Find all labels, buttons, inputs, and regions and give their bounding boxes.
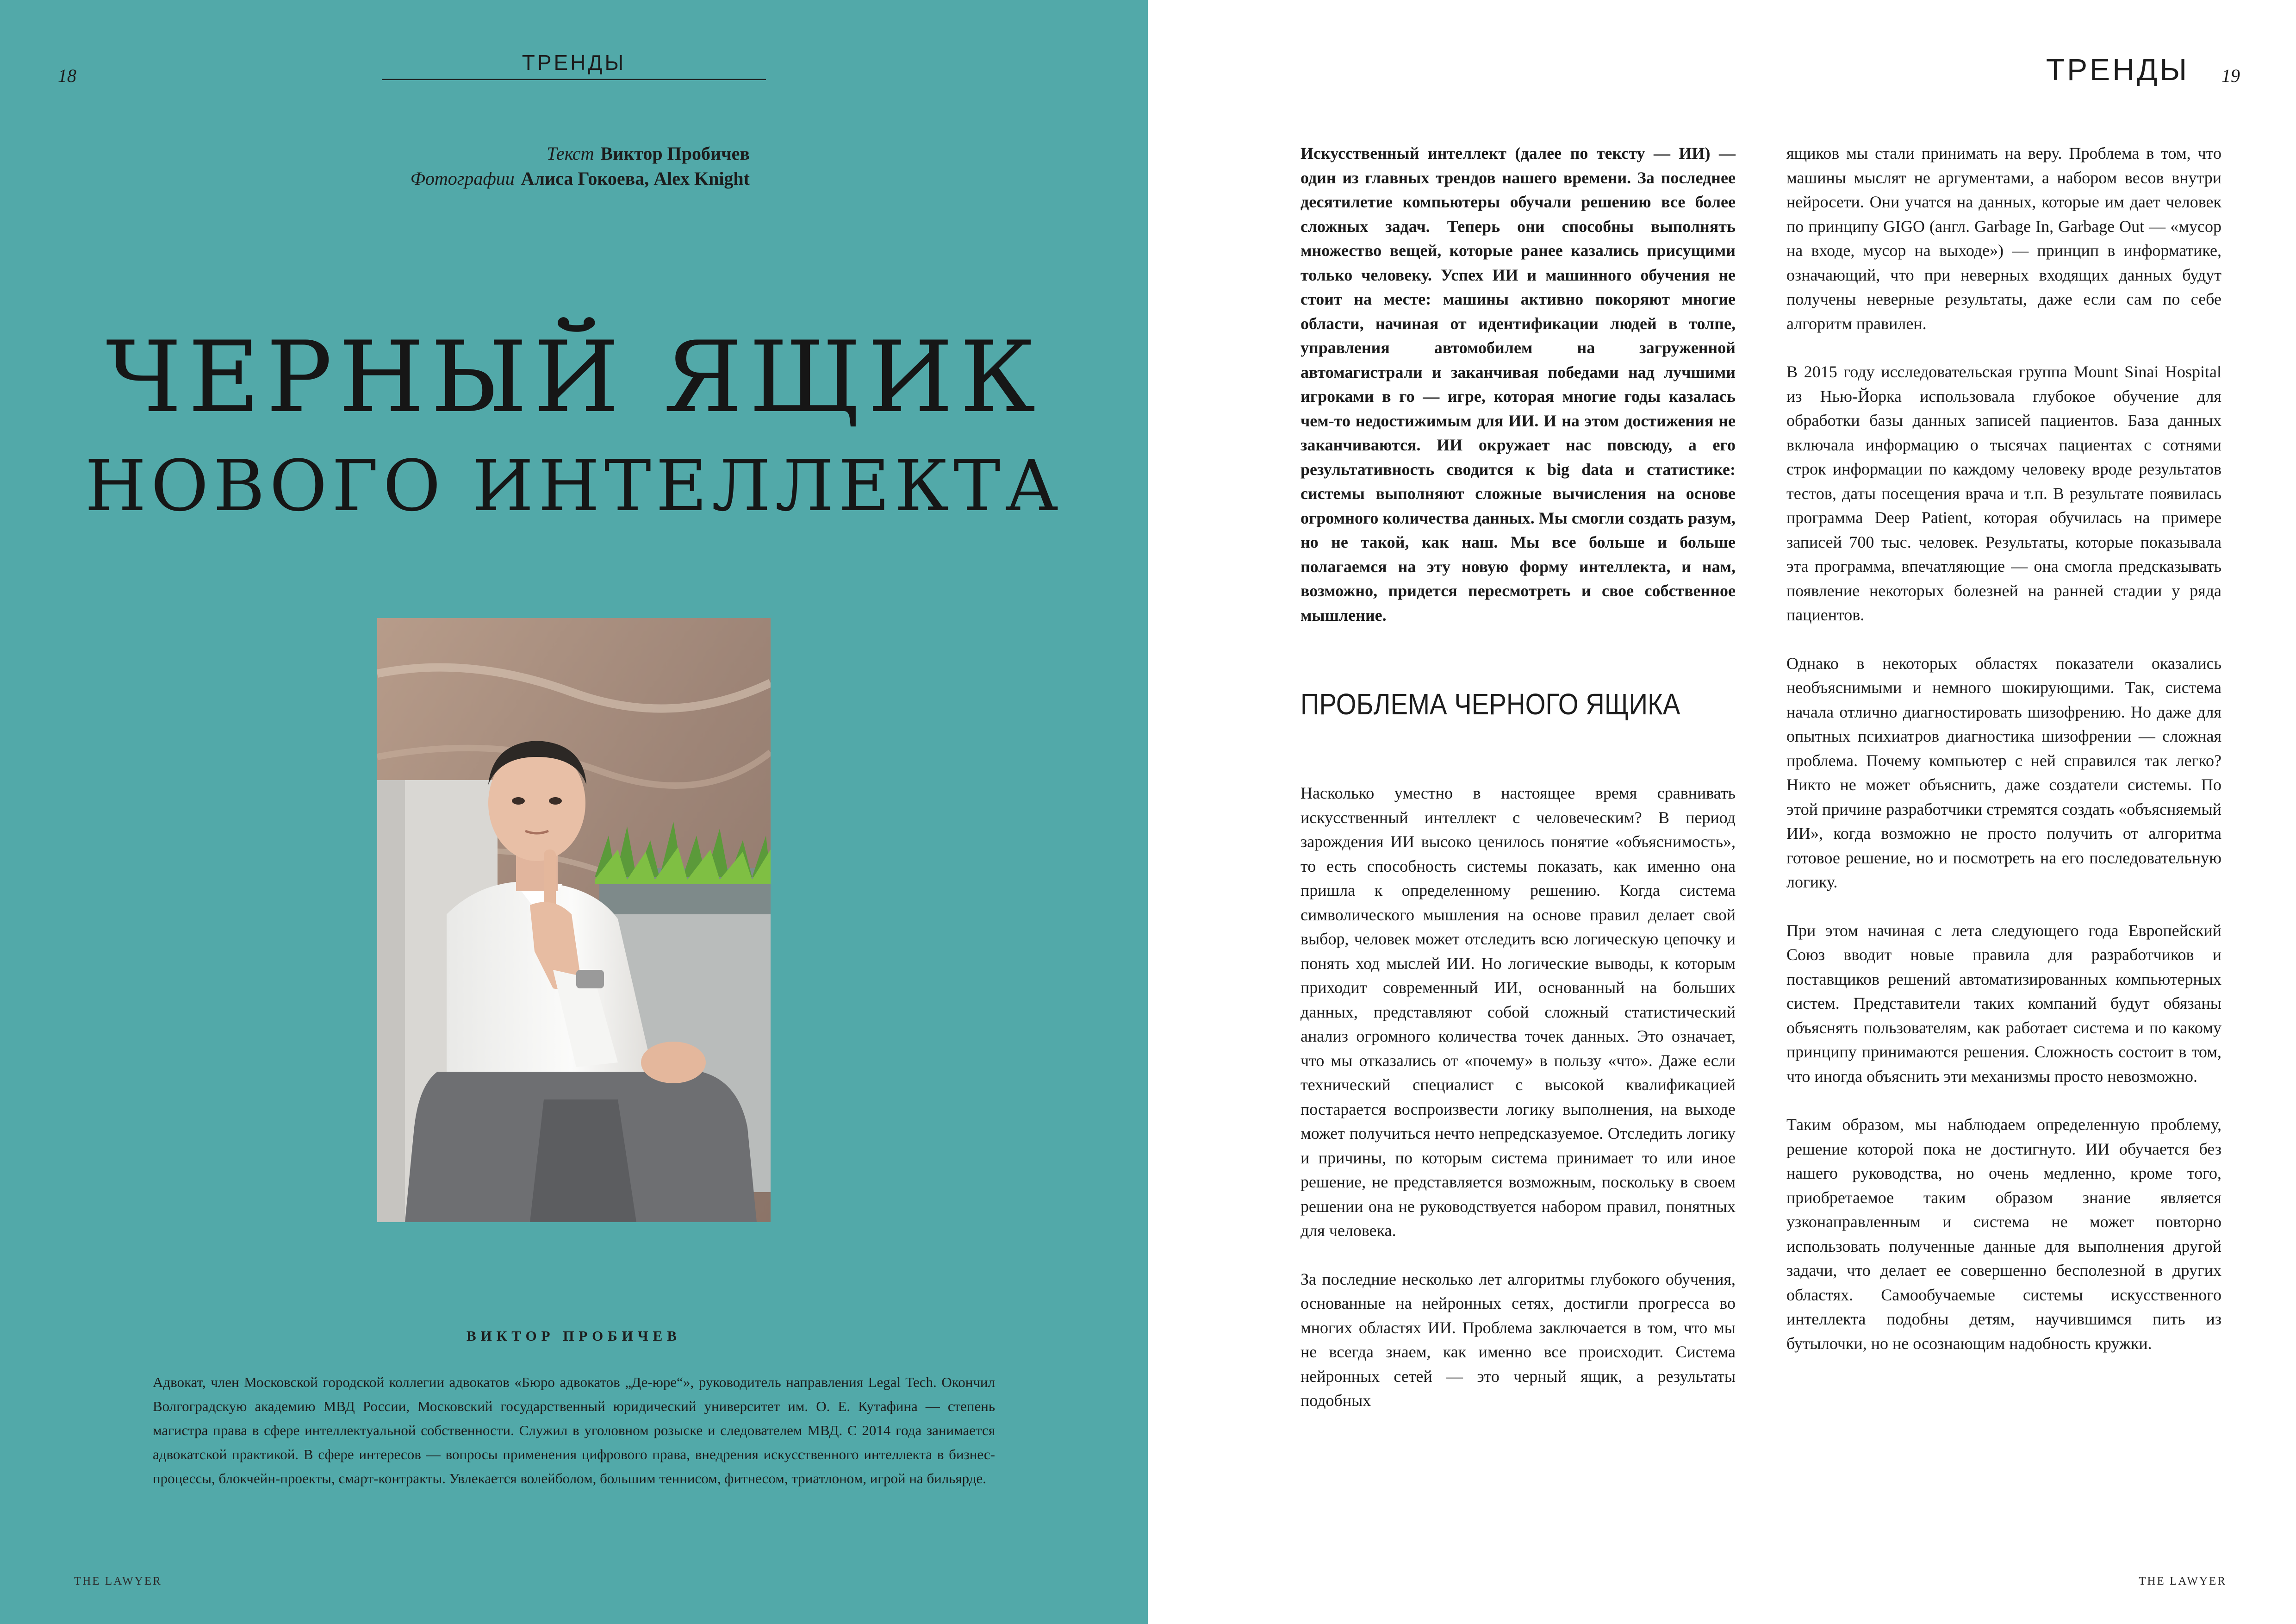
credit-value: Виктор Пробичев: [600, 143, 750, 164]
article-paragraph: ящиков мы стали принимать на веру. Проблема в том, что машины мыслят не аргументами, а набором весов внутри нейросети. Они учатся на данных, которые им дает человек по принципу GIGO (англ. Garbage In, Garbage Out — «мусор на входе, мусор на выходе») — принцип в информатике, означающий, что при неверных входящих данных будут получены неверные результаты, даже если сам по себе алгоритм правилен.: [1786, 144, 2221, 333]
article-paragraph: Насколько уместно в настоящее время сравнивать искусственный интеллект с человеческим? В период зарождения ИИ высоко ценилось понятие «объяснимость», то есть способность системы показать, как именно она пришла к определенному решению. Когда система символического мышления на основе правил делает свой выбор, человек может отследить всю логическую цепочку и понять ход мыслей ИИ. Но логические выводы, к которым приходит современный ИИ, основанный на больших данных, представляют собой сложный статистический анализ огромного количества точек данных. Это означает, что мы отказались от «почему» в пользу «что». Даже если технический специалист с высокой квалификацией постарается воспроизвести логику выполнения, на выходе может получиться нечто непредсказуемое. Отследить логику и причины, по которым система принимает то или иное решение, не представляется возможным, поскольку в своем решении она не руководствуется набором правил, понятных для человека.: [1300, 784, 1736, 1240]
footer-magazine-left: THE LAWYER: [74, 1575, 162, 1587]
credit-value: Алиса Гокоева, Alex Knight: [521, 168, 750, 189]
article-column-1: [1300, 141, 1736, 1437]
article-paragraph: Таким образом, мы наблюдаем определенную проблему, решение которой пока не достигнуто. ИИ обучается без нашего руководства, но очень медленно, кроме того, приобретаемое таким образом знание является узконаправленным и система не может повторно использовать полученные данные для выполнения другой задачи, что делает ее совершенно бесполезной в других областях. Самообучаемые системы искусственного интеллекта подобны детям, научившимся пить из бутылочки, но не осознающим надобность кружки.: [1786, 1115, 2221, 1353]
article-paragraph: За последние несколько лет алгоритмы глубокого обучения, основанные на нейронных сетях, достигли прогресса во многих областях ИИ. Проблема заключается в том, что мы не всегда знаем, как именно все происходит. Система нейронных сетей — это черный ящик, а результаты подобных: [1300, 1269, 1736, 1410]
article-column-2: [1786, 141, 2221, 1380]
article-paragraph: При этом начиная с лета следующего года Европейский Союз вводит новые правила для разработчиков и поставщиков решений автоматизированных компьютерных систем. Представители таких компаний будут обязаны объяснять пользователям, как работает система и по какому принципу принимаются решения. Сложность состоит в том, что иногда объяснить эти механизмы просто невозможно.: [1786, 921, 2221, 1086]
headline-line-1: ЧЕРНЫЙ ЯЩИК: [106, 320, 1042, 434]
article-paragraph: Однако в некоторых областях показатели оказались необъяснимыми и немного шокирующими. Так, система начала отлично диагностировать шизофрению. Но даже для опытных психиатров диагностика шизофрении — сложная проблема. Почему компьютер с ней справился так легко? Никто не может объяснить, даже создатели системы. По этой причине разработчики стремятся создать «объясняемый ИИ», когда возможно не просто получить от алгоритма готовое решение, но и посмотреть на его последовательную логику.: [1786, 654, 2221, 891]
section-label-left: ТРЕНДЫ: [522, 50, 626, 75]
article-lead: Искусственный интеллект (далее по тексту — ИИ) — один из главных трендов нашего времени. За последнее десятилетие компьютеры обучали решению все более сложных задач. Теперь они способны выполнять множество вещей, которые ранее казались присущими только человеку. Успех ИИ и машинного обучения не стоит на месте: машины активно покоряют многие области, начиная от идентификации людей в толпе, управления автомобилем на загруженной автомагистрали и заканчивая победами над лучшими игроками в го — игре, которая многие годы казалась чем-то недостижимым для ИИ. И на этом достижения не заканчиваются. ИИ окружает нас повсюду, а его результативность сводится к big data и статистике: системы выполняют сложные вычисления на основе огромного количества данных. Мы смогли создать разум, но не такой, как наш. Мы все больше и больше полагаемся на эту новую форму интеллекта, и нам, возможно, придется пересмотреть и свое собственное мышление.: [1300, 144, 1736, 625]
portrait-illustration: [377, 618, 771, 1222]
bio-text: Адвокат, член Московской городской коллегии адвокатов «Бюро адвокатов „Де-юре“», руководитель направления Legal Tech. Окончил Волгоградскую академию МВД России, Московский государственный юридический университет им. О. Е. Кутафина — степень магистра права в сфере интеллектуальной собственности. Служил в уголовном розыске и следователем МВД. С 2014 года занимается адвокатской практикой. В сфере интересов — вопросы применения цифрового права, внедрения искусственного интеллекта в бизнес-процессы, блокчейн-проекты, смарт-контракты. Увлекается волейболом, большим теннисом, фитнесом, триатлоном, игрой на бильярде.: [153, 1374, 995, 1487]
headline-line-2: НОВОГО ИНТЕЛЛЕКТА: [85, 445, 1063, 527]
page-number-right: 19: [2221, 65, 2240, 86]
credits: [278, 141, 750, 191]
credit-photos: [278, 166, 750, 191]
credit-text: [278, 141, 750, 166]
section-rule: [382, 79, 766, 80]
credit-label: Фотографии: [410, 168, 515, 189]
bio-name: ВИКТОР ПРОБИЧЕВ: [466, 1328, 682, 1344]
article-subheading: ПРОБЛЕМА ЧЕРНОГО ЯЩИКА: [1300, 687, 1680, 721]
right-page: [1148, 0, 2296, 1624]
article-paragraph: В 2015 году исследовательская группа Mount Sinai Hospital из Нью-Йорка использовала глубокое обучение для обработки базы данных записей пациентов. База данных включала информацию о тысячах пациентах с сотнями строк информации по каждому человеку вроде результатов тестов, даты посещения врача и т.п. В результате появилась программа Deep Patient, которая обучилась на примере записей 700 тыс. человек. Результаты, которые показывала эта программа, впечатляющие — она смогла предсказывать появление некоторых болезней на ранней стадии у ряда пациентов.: [1786, 362, 2221, 624]
credit-label: Текст: [547, 143, 594, 164]
page-number-left: 18: [58, 65, 76, 86]
footer-magazine-right: THE LAWYER: [2139, 1575, 2227, 1587]
portrait-photo: [377, 618, 771, 1222]
section-label-right: ТРЕНДЫ: [2046, 52, 2189, 87]
